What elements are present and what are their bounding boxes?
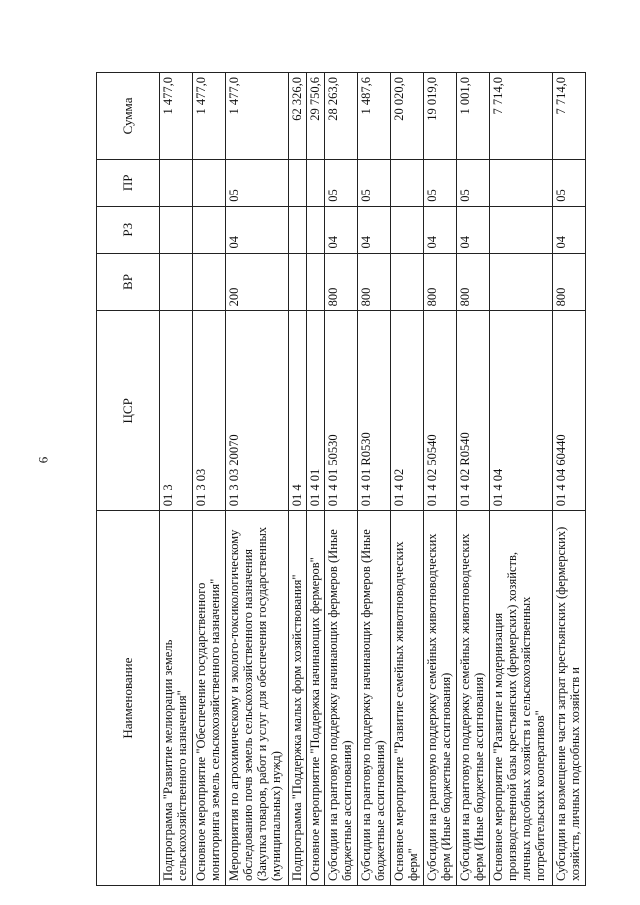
cell-name: Основное мероприятие "Обеспечение государственного мониторинга земель сельскохозяйственного назначения": [193, 511, 226, 886]
cell-pr: [288, 159, 306, 206]
cell-sum: 29 750,6: [306, 73, 324, 160]
cell-name: Подпрограмма "Поддержка малых форм хозяйствования": [288, 511, 306, 886]
budget-table-rotated: [96, 72, 586, 886]
cell-vr: [160, 253, 193, 311]
table-row: [552, 73, 585, 886]
table-row: [193, 73, 226, 886]
cell-pr: [306, 159, 324, 206]
header-csr: ЦСР: [97, 311, 160, 511]
cell-sum: 1 487,6: [358, 73, 391, 160]
cell-pr: [391, 159, 424, 206]
cell-pr: [160, 159, 193, 206]
cell-rz: 04: [552, 206, 585, 253]
cell-name: Мероприятия по агрохимическому и эколого-токсикологическому обследованию почв земель сельскохозяйственного назначения (Закупка товаров, работ и услуг для обеспечения государственных (муниципальных) нужд): [226, 511, 289, 886]
cell-pr: 05: [325, 159, 358, 206]
table-row: [457, 73, 490, 886]
cell-pr: [193, 159, 226, 206]
cell-name: Субсидии на грантовую поддержку семейных животноводческих ферм (Иные бюджетные ассигнования): [424, 511, 457, 886]
page-number: 6: [35, 456, 51, 464]
cell-sum: 1 477,0: [160, 73, 193, 160]
cell-vr: 800: [358, 253, 391, 311]
cell-rz: 04: [424, 206, 457, 253]
table-row: [325, 73, 358, 886]
cell-csr: 01 4 02 R0540: [457, 311, 490, 511]
cell-csr: 01 4 04 60440: [552, 311, 585, 511]
table-row: [358, 73, 391, 886]
cell-vr: [391, 253, 424, 311]
cell-vr: 800: [457, 253, 490, 311]
header-vr: ВР: [97, 253, 160, 311]
cell-vr: [193, 253, 226, 311]
cell-pr: 05: [457, 159, 490, 206]
cell-rz: 04: [457, 206, 490, 253]
cell-name: Субсидии на грантовую поддержку начинающих фермеров (Иные бюджетные ассигнования): [325, 511, 358, 886]
cell-name: Субсидии на грантовую поддержку начинающих фермеров (Иные бюджетные ассигнования): [358, 511, 391, 886]
cell-name: Основное мероприятие "Развитие и модернизация производственной базы крестьянских (фермерских) хозяйств, личных подсобных хозяйств и сельскохозяйственных потребительских кооперативов": [490, 511, 553, 886]
cell-csr: 01 4 04: [490, 311, 553, 511]
cell-pr: [490, 159, 553, 206]
cell-pr: 05: [424, 159, 457, 206]
cell-vr: [288, 253, 306, 311]
header-row: [97, 73, 160, 886]
cell-csr: 01 3 03 20070: [226, 311, 289, 511]
table-body: [160, 73, 586, 886]
cell-vr: 800: [424, 253, 457, 311]
cell-sum: 62 326,0: [288, 73, 306, 160]
table-row: [490, 73, 553, 886]
cell-sum: 7 714,0: [490, 73, 553, 160]
header-name: Наименование: [97, 511, 160, 886]
cell-sum: 19 019,0: [424, 73, 457, 160]
cell-sum: 1 477,0: [193, 73, 226, 160]
cell-csr: 01 4 01: [306, 311, 324, 511]
cell-sum: 7 714,0: [552, 73, 585, 160]
cell-csr: 01 3 03: [193, 311, 226, 511]
cell-sum: 20 020,0: [391, 73, 424, 160]
cell-name: Подпрограмма "Развитие мелиорации земель сельскохозяйственного назначения": [160, 511, 193, 886]
cell-name: Основное мероприятие "Поддержка начинающих фермеров": [306, 511, 324, 886]
table-row: [424, 73, 457, 886]
cell-pr: 05: [552, 159, 585, 206]
cell-rz: [193, 206, 226, 253]
cell-rz: [306, 206, 324, 253]
cell-vr: 800: [552, 253, 585, 311]
cell-csr: 01 3: [160, 311, 193, 511]
cell-vr: 800: [325, 253, 358, 311]
cell-rz: [288, 206, 306, 253]
cell-sum: 28 263,0: [325, 73, 358, 160]
cell-name: Субсидии на возмещение части затрат крестьянских (фермерских) хозяйств, личных подсобных хозяйств и: [552, 511, 585, 886]
header-pr: ПР: [97, 159, 160, 206]
budget-table: [96, 72, 586, 886]
cell-rz: 04: [226, 206, 289, 253]
cell-rz: [160, 206, 193, 253]
cell-name: Основное мероприятие "Развитие семейных животноводческих ферм": [391, 511, 424, 886]
cell-csr: 01 4 02 50540: [424, 311, 457, 511]
cell-sum: 1 001,0: [457, 73, 490, 160]
cell-csr: 01 4 01 50530: [325, 311, 358, 511]
header-sum: Сумма: [97, 73, 160, 160]
cell-vr: 200: [226, 253, 289, 311]
cell-vr: [306, 253, 324, 311]
cell-csr: 01 4: [288, 311, 306, 511]
table-row: [288, 73, 306, 886]
table-row: [226, 73, 289, 886]
cell-csr: 01 4 01 R0530: [358, 311, 391, 511]
table-row: [306, 73, 324, 886]
cell-sum: 1 477,0: [226, 73, 289, 160]
table-row: [391, 73, 424, 886]
cell-rz: 04: [325, 206, 358, 253]
header-rz: РЗ: [97, 206, 160, 253]
table-row: [160, 73, 193, 886]
cell-rz: [490, 206, 553, 253]
cell-csr: 01 4 02: [391, 311, 424, 511]
cell-rz: [391, 206, 424, 253]
cell-pr: 05: [226, 159, 289, 206]
cell-rz: 04: [358, 206, 391, 253]
cell-name: Субсидии на грантовую поддержку семейных животноводческих ферм (Иные бюджетные ассигнования): [457, 511, 490, 886]
cell-vr: [490, 253, 553, 311]
cell-pr: 05: [358, 159, 391, 206]
